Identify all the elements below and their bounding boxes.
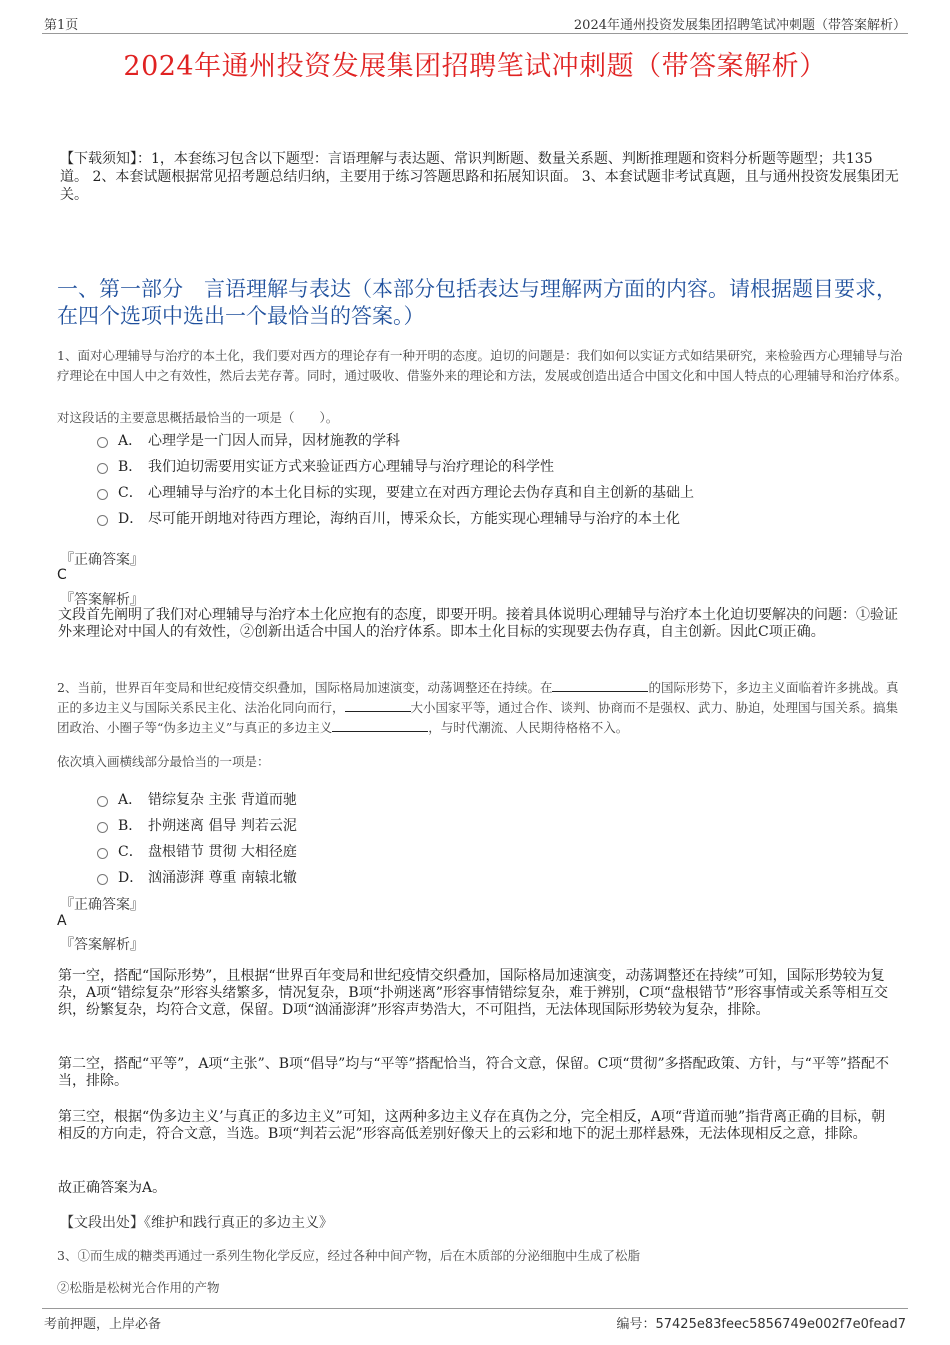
download-notice: 【下载须知】：1，本套练习包含以下题型：言语理解与表达题、常识判断题、数量关系题、判断推理题和资料分析题等题型；共135道。 2、本套试题根据常见招考题总结归纳，主要用于练习答题思路和拓展知识面。 3、本套试题非考试真题，且与通州投资发展集团无关。 — [60, 151, 899, 203]
radio-icon[interactable] — [97, 437, 108, 448]
option-label: D． — [118, 870, 144, 886]
question-1-analysis: 文段首先阐明了我们对心理辅导与治疗本土化应抱有的态度，即要开明。接着具体说明心理辅导与治疗本土化迫切要解决的问题：①验证外来理论对中国人的有效性，②创新出适合中国人的治疗体系。即本土化目标的实现要去伪存真，自主创新。因此C项正确。 — [58, 607, 898, 640]
footer-code-label: 编号： — [616, 1317, 656, 1332]
question-3-line-1: 3、①而生成的糖类再通过一系列生物化学反应，经过各种中间产物，后在木质部的分泌细胞中生成了松脂 — [57, 1248, 640, 1263]
question-1-stem: 1、面对心理辅导与治疗的本土化，我们要对西方的理论存有一种开明的态度。迫切的问题是：我们如何以实证方式如结果研究，来检验西方心理辅导与治疗理论在中国人中之有效性，然后去芜存菁。同时，通过吸收、借鉴外来的理论和方法，发展或创造出适合中国文化和中国人特点的心理辅导和治疗体系。 — [57, 348, 908, 383]
fill-blank-1[interactable] — [552, 679, 648, 692]
question-1-option-c[interactable] — [97, 482, 694, 502]
section-heading: 一、第一部分 言语理解与表达（本部分包括表达与理解两方面的内容。请根据题目要求，在四个选项中选出一个最恰当的答案。） — [57, 277, 897, 328]
footer-slogan: 考前押题，上岸必备 — [44, 1317, 162, 1332]
question-1-analysis-tag: 『答案解析』 — [60, 592, 144, 608]
question-2-analysis-part-2: 第二空，搭配“平等”，A项“主张”、B项“倡导”均与“平等”搭配恰当，符合文意，保留。C项“贯彻”多搭配政策、方针，与“平等”搭配不当，排除。 — [58, 1056, 889, 1089]
option-label: B． — [118, 459, 143, 475]
option-text: 汹涌澎湃 尊重 南辕北辙 — [148, 870, 297, 886]
question-1-option-d[interactable] — [97, 508, 680, 528]
option-label: D． — [118, 511, 144, 527]
radio-icon[interactable] — [97, 463, 108, 474]
stem-part: 的国际形势下，多边主义面临着许多挑战。真正的多边主义与国际关系民主化、法治化同向而行， — [57, 680, 899, 715]
question-1-ask: 对这段话的主要意思概括最恰当的一项是（ ）。 — [57, 410, 339, 425]
question-1-option-b[interactable] — [97, 456, 554, 476]
option-label: A． — [118, 433, 143, 449]
option-text: 心理辅导与治疗的本土化目标的实现，要建立在对西方理论去伪存真和自主创新的基础上 — [148, 485, 694, 501]
option-text: 尽可能开朗地对待西方理论，海纳百川，博采众长，方能实现心理辅导与治疗的本土化 — [148, 511, 680, 527]
option-text: 盘根错节 贯彻 大相径庭 — [148, 844, 297, 860]
question-2-stem — [57, 678, 907, 738]
question-2-analysis-tag: 『答案解析』 — [60, 937, 144, 953]
header-divider — [42, 33, 908, 34]
option-label: A． — [118, 792, 143, 808]
question-3-line-2: ②松脂是松树光合作用的产物 — [57, 1280, 220, 1295]
option-label: C． — [118, 844, 143, 860]
fill-blank-2[interactable] — [345, 699, 411, 712]
stem-part: 2、当前，世界百年变局和世纪疫情交织叠加，国际格局加速演变，动荡调整还在持续。在 — [57, 680, 553, 695]
question-1-answer: C — [57, 567, 67, 583]
radio-icon[interactable] — [97, 489, 108, 500]
footer-code-value: 57425e83feec5856749e002f7e0fead7 — [655, 1317, 906, 1332]
question-2-analysis-part-1: 第一空，搭配“国际形势”，且根据“世界百年变局和世纪疫情交织叠加，国际格局加速演变，动荡调整还在持续”可知，国际形势较为复杂，A项“错综复杂”形容头绪繁多，情况复杂，B项“扑朔迷离”形容事情错综复杂，难于辨别，C项“盘根错节”形容事情或关系等相互交织，纷繁复杂，均符合文意，保留。D项“汹涌澎湃”形容声势浩大，不可阻挡，无法体现国际形势较为复杂，排除。 — [58, 968, 889, 1018]
question-2-option-b[interactable] — [97, 815, 297, 835]
footer-code — [616, 1313, 906, 1332]
radio-icon[interactable] — [97, 796, 108, 807]
fill-blank-3[interactable] — [332, 719, 428, 732]
header-page-number: 第1页 — [44, 18, 79, 33]
stem-part: 大小国家平等，通过合作、谈判、协商而不是强权、武力、胁迫，处理国与国关系。搞集团政治、小圈子等“伪多边主义”与真正的多边主义 — [57, 700, 899, 735]
question-2-answer: A — [57, 913, 67, 929]
question-2-ask: 依次填入画横线部分最恰当的一项是： — [57, 754, 270, 769]
option-text: 错综复杂 主张 背道而驰 — [148, 792, 297, 808]
question-2-option-a[interactable] — [97, 789, 297, 809]
footer-divider — [42, 1308, 908, 1309]
option-text: 扑朔迷离 倡导 判若云泥 — [148, 818, 297, 834]
question-2-answer-tag: 『正确答案』 — [60, 897, 144, 913]
radio-icon[interactable] — [97, 515, 108, 526]
radio-icon[interactable] — [97, 822, 108, 833]
question-2-analysis-part-3: 第三空，根据“伪多边主义’与真正的多边主义”可知，这两种多边主义存在真伪之分，完全相反，A项“背道而驰”指背离正确的目标，朝相反的方向走，符合文意，当选。B项“判若云泥”形容高低差别好像天上的云彩和地下的泥土那样悬殊，无法体现相反之意，排除。 — [58, 1109, 886, 1142]
option-text: 我们迫切需要用实证方式来验证西方心理辅导与治疗理论的科学性 — [148, 459, 554, 475]
option-label: B． — [118, 818, 143, 834]
radio-icon[interactable] — [97, 874, 108, 885]
document-title: 2024年通州投资发展集团招聘笔试冲刺题（带答案解析） — [123, 51, 827, 82]
question-1-answer-tag: 『正确答案』 — [60, 552, 144, 568]
question-2-analysis-part-4: 故正确答案为A。 — [58, 1180, 167, 1196]
header-doc-title: 2024年通州投资发展集团招聘笔试冲刺题（带答案解析） — [573, 18, 906, 33]
question-2-option-d[interactable] — [97, 867, 297, 887]
question-1-option-a[interactable] — [97, 430, 400, 450]
question-2-option-c[interactable] — [97, 841, 297, 861]
stem-part: ，与时代潮流、人民期待格格不入。 — [428, 720, 629, 735]
option-label: C． — [118, 485, 143, 501]
option-text: 心理学是一门因人而异，因材施教的学科 — [148, 433, 400, 449]
radio-icon[interactable] — [97, 848, 108, 859]
question-2-source: 【文段出处】《维护和践行真正的多边主义》 — [60, 1215, 333, 1231]
